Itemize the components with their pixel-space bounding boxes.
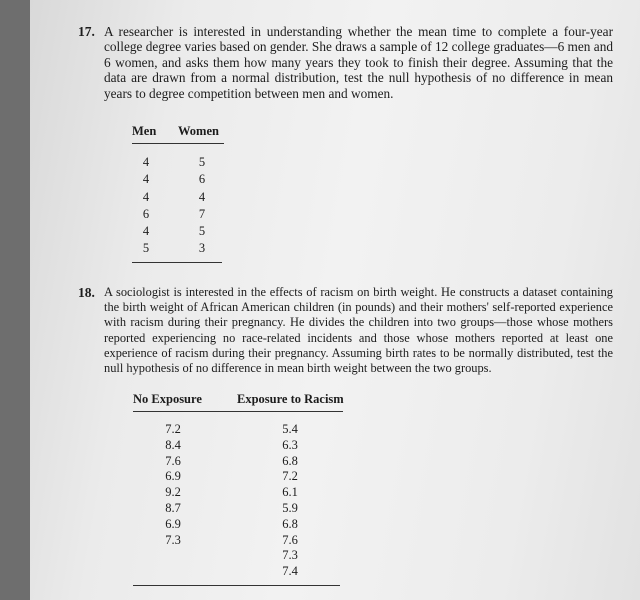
- table-cell: 7: [198, 206, 206, 221]
- footer-rule: [132, 262, 222, 263]
- problem-text: A researcher is interested in understanding whether the mean time to complete a four-year college degree varies based on gender. She draws a sample of 12 college graduates—6 men and 6 women, and asks them how many years they took to finish their degree. Assuming that the data are drawn from a normal distribution, test the null hypothesis of no difference in mean years to degree competition between men and women.: [104, 24, 613, 101]
- column-header-exposure: Exposure to Racism: [237, 392, 344, 406]
- table-cell: 4: [142, 189, 150, 204]
- column-exposure: [276, 422, 304, 580]
- data-table-men-women: [132, 124, 232, 274]
- table-cell: 6.8: [282, 453, 298, 468]
- problem-number: 18.: [78, 285, 95, 300]
- column-no-exposure: [159, 422, 187, 548]
- table-cell: 6: [198, 172, 206, 187]
- textbook-page: [30, 0, 640, 600]
- table-cell: 4: [142, 172, 150, 187]
- data-table-birth-weight: [133, 392, 353, 592]
- column-women: [194, 154, 210, 258]
- problem-18: [78, 285, 613, 376]
- column-header-no-exposure: No Exposure: [133, 392, 202, 406]
- header-rule: [132, 143, 224, 144]
- table-cell: 7.2: [282, 469, 298, 484]
- table-cell: 6.9: [165, 469, 181, 484]
- header-rule: [133, 411, 343, 412]
- table-cell: 8.7: [165, 500, 181, 515]
- table-cell: 6.3: [282, 437, 298, 452]
- table-cell: 4: [142, 224, 150, 239]
- column-men: [138, 154, 154, 258]
- table-cell: 5: [198, 155, 206, 169]
- table-cell: 6.9: [165, 516, 181, 531]
- table-cell: 7.6: [282, 532, 298, 547]
- column-header-women: Women: [178, 124, 219, 138]
- table-cell: 7.3: [282, 548, 298, 563]
- table-cell: 7.3: [165, 532, 181, 547]
- table-cell: 5: [142, 241, 150, 256]
- table-cell: 3: [198, 241, 206, 256]
- problem-number: 17.: [78, 24, 95, 39]
- table-cell: 5: [198, 224, 206, 239]
- table-cell: 4: [198, 189, 206, 204]
- table-cell: 5.9: [282, 500, 298, 515]
- problem-17: [78, 24, 613, 101]
- problem-text: A sociologist is interested in the effects of racism on birth weight. He constructs a dataset containing the birth weight of African American children (in pounds) and their mothers' self-reported experience with racism during their pregnancy. He divides the children into two groups—those whose mothers reported experiencing no race-related incidents and those whose mothers reported at least one experience of racism during their pregnancy. Assuming birth rates to be normally distributed, test the null hypothesis of no difference in mean birth weight between the two groups.: [104, 285, 613, 376]
- table-cell: 6.1: [282, 485, 298, 500]
- table-cell: 7.2: [165, 422, 181, 436]
- table-cell: 8.4: [165, 437, 181, 452]
- table-cell: 4: [142, 155, 150, 169]
- table-cell: 5.4: [282, 422, 298, 436]
- table-cell: 7.4: [282, 564, 298, 579]
- table-cell: 6: [142, 206, 150, 221]
- table-cell: 7.6: [165, 453, 181, 468]
- table-cell: 6.8: [282, 516, 298, 531]
- table-cell: 9.2: [165, 485, 181, 500]
- footer-rule: [133, 585, 340, 586]
- column-header-men: Men: [132, 124, 157, 138]
